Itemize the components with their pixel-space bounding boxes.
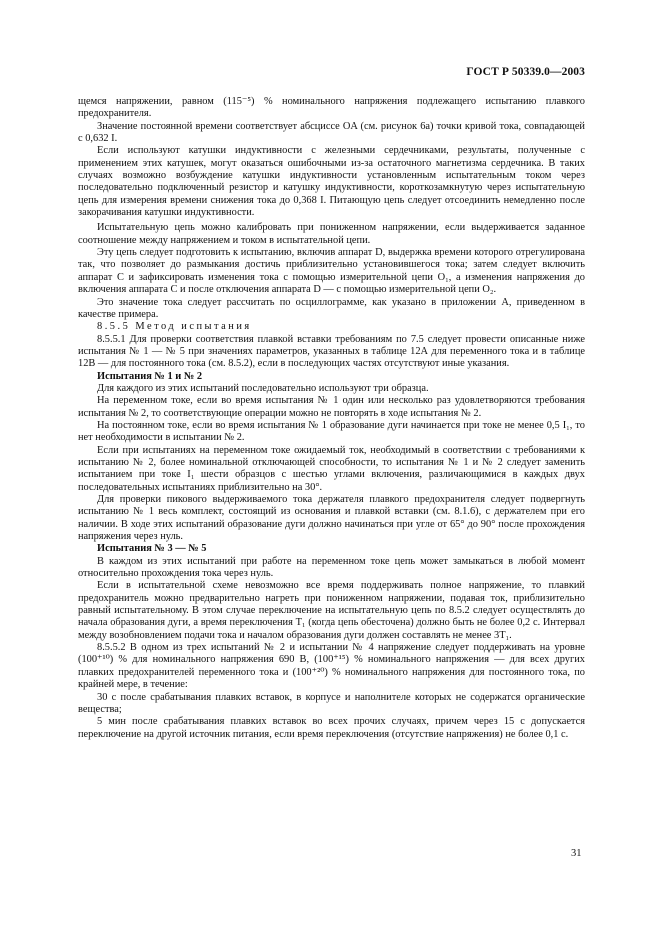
paragraph: Если при испытаниях на переменном токе ожидаемый ток, необходимый в соответствии с требованиями к испытанию № 2, более номинальной отключающей способности, то испытания № 1 и № 2 следует заменить испытанием при токе I₁ шести образцов с шестью углами включения, различающимися в каждых двух последовательных испытаниях приблизительно на 30°. <box>78 444 585 493</box>
document-number: ГОСТ Р 50339.0—2003 <box>466 66 585 78</box>
list-item: 30 с после срабатывания плавких вставок, в корпусе и наполнителе которых не содержатся органические вещества; <box>78 691 585 715</box>
paragraph: На переменном токе, если во время испытания № 1 один или несколько раз удовлетворяются требования испытания № 2, то соответствующие операции можно не повторять в ходе испытания № 2. <box>78 395 585 419</box>
body-text <box>78 96 585 741</box>
subsection-heading: Испытания № 3 — № 5 <box>97 543 207 555</box>
paragraph: Для проверки пикового выдерживаемого тока держателя плавкого предохранителя следует подвергнуть испытанию № 1 весь комплект, состоящий из основания и плавкой вставки (см. 8.1.6), с держателем при его наличии. В ходе этих испытаний образование дуги должно начинаться при угле от 65° до 90° после прохождения напряжения через нуль. <box>78 494 585 543</box>
paragraph: Значение постоянной времени соответствует абсциссе OA (см. рисунок 6а) точки кривой тока, совпадающей с 0,632 I. <box>78 120 585 145</box>
paragraph: щемся напряжении, равном (115⁻⁵) % номинального напряжения подлежащего испытанию плавкого предохранителя. <box>78 96 585 120</box>
paragraph: Испытательную цепь можно калибровать при пониженном напряжении, если выдерживается заданное соотношение между напряжением и током в испытательной цепи. <box>78 222 585 246</box>
paragraph: На постоянном токе, если во время испытания № 1 образование дуги начинается при токе не менее 0,5 I₁, то нет необходимости в испытании № 2. <box>78 419 585 444</box>
paragraph: Если используют катушки индуктивности с железными сердечниками, результаты, полученные с применением этих катушек, могут оказаться ошибочными из-за остаточного магнетизма сердечника. В таких случаях возможно возбуждение катушки индуктивности установленным испытательным током через последовательно подключенный резистор и катушку индуктивности, короткозамкнутую через испытательную цепь для измерения времени снижения тока до 0,368 I. Питающую цепь следует отсоединить немедленно после закорачивания катушки индуктивности. <box>78 145 585 219</box>
subsection-heading: Испытания № 1 и № 2 <box>97 370 203 382</box>
paragraph: Если в испытательной схеме невозможно все время поддерживать полное напряжение, то плавкий предохранитель можно предварительно нагреть при пониженном напряжении, подавая ток, приблизительно равный испытательному. В этом случае переключение на испытательную цепь по 8.5.2 следует осуществлять до начала образования дуги, а время переключения T₁ (когда цепь обесточена) должно быть не более 0,2 с. Интервал между возобновлением подачи тока и началом образования дуги должен составлять не менее 3T₁. <box>78 580 585 641</box>
paragraph: Эту цепь следует подготовить к испытанию, включив аппарат D, выдержка времени которого отрегулирована так, что позволяет до размыкания достичь приблизительно установившегося тока; затем следует включить аппарат C и зафиксировать изменения тока с помощью измерительной цепи O₁, а изменения напряжения до включения аппарата C и после отключения аппарата D — с помощью измерительной цепи O₂. <box>78 247 585 296</box>
paragraph: Для каждого из этих испытаний последовательно используют три образца. <box>97 382 429 394</box>
paragraph: Это значение тока следует рассчитать по осциллограмме, как указано в приложении А, приведенном в качестве примера. <box>78 296 585 320</box>
paragraph: В каждом из этих испытаний при работе на переменном токе цепь может замыкаться в любой момент относительно прохождения тока через нуль. <box>78 555 585 580</box>
section-heading: 8.5.5 Метод испытания <box>97 321 252 333</box>
paragraph: 8.5.5.2 В одном из трех испытаний № 2 и испытании № 4 напряжение следует поддерживать на уровне (100⁺¹⁰) % для номинального напряжения 690 В, (100⁺¹⁵) % номинального напряжения — для всех других плавких предохранителей переменного тока и (100⁺²⁰) % номинального напряжения для постоянного тока, по крайней мере, в течение: <box>78 642 585 691</box>
paragraph: 8.5.5.1 Для проверки соответствия плавкой вставки требованиям по 7.5 следует провести описанные ниже испытания № 1 — № 5 при значениях параметров, указанных в таблице 12А для переменного тока и в таблице 12В — для постоянного тока (см. 8.5.2), если в последующих частях отсутствуют иные указания. <box>78 333 585 370</box>
page-number: 31 <box>571 848 582 859</box>
list-item: 5 мин после срабатывания плавких вставок во всех прочих случаях, причем через 15 с допускается переключение на другой источник питания, если время переключения (отсутствие напряжения) не более 0,1 с. <box>78 716 585 740</box>
